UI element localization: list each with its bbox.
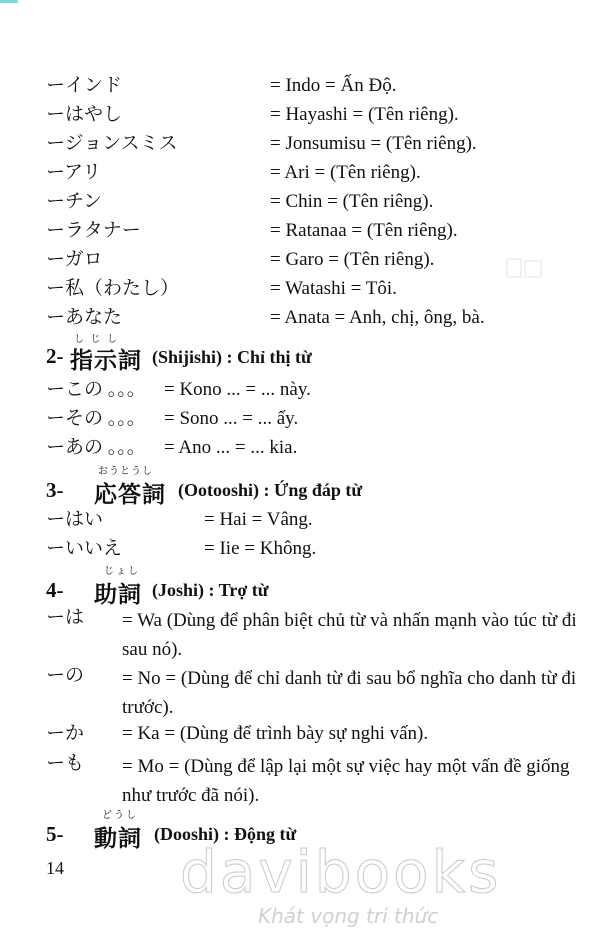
vocab-japanese: ージョンスミス (46, 133, 178, 154)
vocab-definition: = Ka = (Dùng để trình bày sự nghi vấn). (122, 723, 429, 744)
vocab-japanese: ーインド (46, 75, 123, 96)
vocab-japanese: ーはい (46, 509, 104, 530)
vocab-japanese: ーはやし (46, 104, 123, 125)
vocab-japanese: ーアリ (46, 162, 102, 183)
vocab-definition: = Chin = (Tên riêng). (270, 191, 434, 212)
section-kanji: 助詞 (94, 582, 142, 607)
vocab-definition: = Garo = (Tên riêng). (270, 249, 435, 270)
vocab-definition: = Ratanaa = (Tên riêng). (270, 220, 458, 241)
vocab-japanese: ーの (46, 665, 85, 686)
furigana: どうし (102, 810, 138, 821)
watermark-logo: davibooks (180, 838, 502, 906)
vocab-japanese: ーも (46, 753, 85, 774)
vocab-japanese: ーあの ｡｡｡ (46, 437, 137, 458)
vocab-definition: = Kono ... = ... này. (164, 379, 311, 400)
vocab-definition: = Anata = Anh, chị, ông, bà. (270, 307, 485, 328)
section-kanji: 指示詞 (70, 348, 142, 373)
furigana: おうとうし (98, 466, 153, 477)
section-kanji: 応答詞 (94, 482, 166, 507)
section-number: 2- (46, 344, 64, 368)
vocab-definition: = No = (Dùng để chỉ danh từ đi sau bổ nghĩa cho danh từ đi trước). (122, 668, 577, 718)
section-kanji: 動詞 (94, 826, 142, 851)
corner-mark (0, 0, 18, 3)
vocab-japanese: ーいいえ (46, 538, 123, 559)
vocab-definition: = Indo = Ấn Độ. (270, 75, 397, 96)
vocab-definition: = Mo = (Dùng để lập lại một sự việc hay một vấn đề giống như trước đã nói). (122, 756, 570, 806)
bleed-through-mark (505, 255, 545, 283)
vocab-definition: = Hai = Vâng. (204, 509, 313, 530)
vocab-definition: = Jonsumisu = (Tên riêng). (270, 133, 477, 154)
page-number: 14 (46, 858, 64, 878)
vocab-japanese: ーか (46, 723, 85, 744)
section-label: (Joshi) : Trợ từ (152, 580, 269, 600)
vocab-japanese: ーラタナー (46, 220, 141, 241)
watermark-tagline: Khát vọng tri thức (258, 904, 439, 928)
vocab-japanese: ーは (46, 607, 85, 628)
furigana: し じ し (74, 334, 119, 345)
vocab-definition: = Hayashi = (Tên riêng). (270, 104, 459, 125)
section-label: (Ootooshi) : Ứng đáp từ (178, 480, 363, 500)
vocab-definition: = Iie = Không. (204, 538, 317, 559)
section-number: 5- (46, 822, 64, 846)
vocab-japanese: ーその ｡｡｡ (46, 408, 137, 429)
furigana: じょし (104, 566, 140, 577)
vocab-definition: = Watashi = Tôi. (270, 278, 397, 299)
vocab-japanese: ーチン (46, 191, 103, 212)
vocab-japanese: ーこの ｡｡｡ (46, 379, 137, 400)
vocab-definition: = Ari = (Tên riêng). (270, 162, 421, 183)
section-label: (Shijishi) : Chỉ thị từ (152, 347, 312, 367)
vocab-definition: = Wa (Dùng để phân biệt chủ từ và nhấn mạnh vào túc từ đi sau nó). (122, 610, 577, 660)
vocab-japanese: ー私（わたし） (46, 278, 180, 299)
vocab-definition: = Sono ... = ... ấy. (164, 408, 299, 429)
vocab-japanese: ーあなた (46, 307, 123, 328)
section-number: 3- (46, 478, 64, 502)
section-label: (Dooshi) : Động từ (154, 824, 297, 844)
vocab-definition: = Ano ... = ... kia. (164, 437, 298, 458)
vocab-japanese: ーガロ (46, 249, 103, 270)
section-number: 4- (46, 578, 64, 602)
